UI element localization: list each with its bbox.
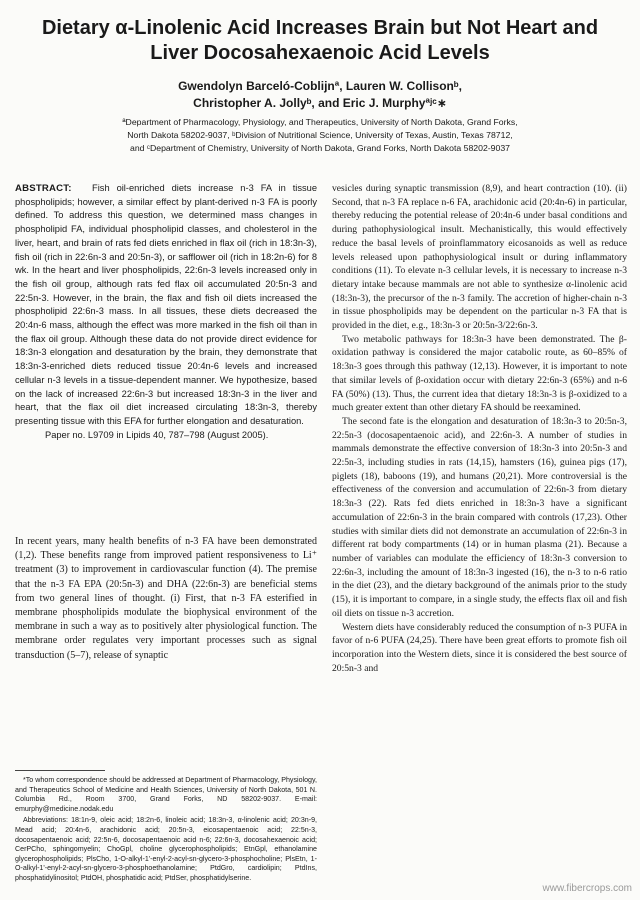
paper-number: Paper no. L9709 in Lipids 40, 787–798 (August 2005). — [45, 429, 269, 440]
right-paragraph-3: The second fate is the elongation and desaturation of 18:3n-3 to 20:5n-3, 22:5n-3 (docosapentaenoic acid), and 22:6n-3. A number of studies in mammals demonstrate the effective conversion of 18:3n-3 into 20:5n-3 and 22:5n-3, including studies in rats (14,15), hamsters (16), guinea pigs (17), piglets (18), baboons (19), and humans (20,21). More controversial is the effectiveness of the conversion and accumulation of 22:6n-3 from dietary 18:3n-3 (22). Rats fed diets enriched in 18:3n-3 have a significant accumulation of 22:6n-3 in the brain compared with controls (17,23). Other studies with similar diets did not demonstrate an accumulation of 22:6n-3 in different rat body compartments (14) or in human plasma (21). Because a number of variables can modulate the efficiency of 18:3n-3 conversion to 22:6n-3, including the amount of 18:3n-3 ingested (16), the n-3 to n-6 ratio in the diet (23), and the dietary background of the animals prior to the study (15), it is important to compare, in a single study, the effects flax oil and fish oil diets on tissue n-3 accretion. — [332, 415, 627, 619]
authors-line-2: Christopher A. Jollyᵇ, and Eric J. Murphyªʲᶜ∗ — [193, 96, 447, 110]
footnote-divider — [15, 770, 105, 771]
right-paragraph-1: vesicles during synaptic transmission (8,9), and heart contraction (10). (ii) Second, that n-3 FA replace n-6 FA, arachidonic acid (20:4n-6) in particular, thereby reducing the potential release of 20:4n-6 under basal conditions and during pathophysiological insult. Mechanistically, this would effectively reduce the basal levels of proinflammatory eicosanoids as well as reduce levels released upon pathophysiological insult or during inflammatory conditions (11). To elevate n-3 cellular levels, it is necessary to increase n-3 dietary intake because mammals are not able to synthesize α-linolenic acid (18:3n-3), the precursor of the n-3 family. The accretion of higher-chain n-3 in tissue phospholipids may be dependent on the particular n-3 FA that is provided in the diet, e.g., 18:3n-3 or 20:5n-3/22:6n-3. — [332, 183, 627, 332]
watermark: www.fibercrops.com — [542, 883, 632, 894]
correspondence-footnote: *To whom correspondence should be addressed at Department of Pharmacology, Physiology, and Therapeutics School of Medicine and Health Sciences, University of North Dakota, 501 N. Columbia Rd., Room 3700, Grand Forks, ND 58202-9037. E-mail: emurphy@medicine.nodak.edu — [15, 776, 317, 813]
abstract-section — [15, 182, 317, 442]
affiliation-line-3: and ᶜDepartment of Chemistry, University of North Dakota, Grand Forks, North Dakota 58202-9037 — [129, 143, 511, 153]
paper-title: Dietary α-Linolenic Acid Increases Brain but Not Heart and Liver Docosahexaenoic Acid Levels — [41, 17, 599, 64]
footnotes — [15, 776, 317, 886]
right-paragraph-2: Two metabolic pathways for 18:3n-3 have been demonstrated. The β-oxidation pathway is considered the major catabolic route, as 60–85% of 18:3n-3 goes through this pathway (12,13). However, it is important to note that similar levels of β-oxidation occur with dietary 22:6n-3 (65%) and n-6 FA (50%) (13). Thus, the current idea that dietary 18:3n-3 is β-oxidized to a much greater extent than other dietary FA should be reexamined. — [332, 333, 627, 414]
right-paragraph-4: Western diets have considerably reduced the consumption of n-3 PUFA in favor of n-6 PUFA (24,25). There have been great efforts to promote fish oil incorporation into the Western diets, since it is considered the best source of 20:5n-3 and — [332, 621, 627, 674]
abstract — [15, 182, 317, 442]
abstract-label: ABSTRACT: — [15, 183, 72, 194]
authors-line-1: Gwendolyn Barceló-Coblijnª, Lauren W. Collisonᵇ, — [178, 79, 462, 93]
affiliations — [60, 116, 580, 155]
abstract-text: Fish oil-enriched diets increase n-3 FA in tissue phospholipids; however, a similar effect by plant-derived n-3 FA is poorly defined. To address this question, we determined mass changes in phospholipid FA, individual phospholipid classes, and cholesterol in the liver, heart, and brain of rats fed diets enriched in flax oil (rich in 18:3n-3), fish oil (rich in 22:6n-3 and 20:5n-3), or safflower oil (rich in 18:2n-6) for 8 wk. In the heart and liver phospholipids, 22:6n-3 levels increased only in the fish oil group, although rats fed flax oil accumulated 20:5n-3 and 22:5n-3. However, in the brain, the flax and fish oil diets increased the phospholipid 22:6n-3 mass. In all tissues, these diets decreased the 20:4n-6 mass, although the effect was more marked in the fish oil than in the flax oil group. Although these data do not provide direct evidence for 18:3n-3 elongation and desaturation by the brain, they demonstrate that 18:3n-3-enriched diets reduced tissue 20:4n-6 levels and increased cellular n-3 levels in a tissue-dependent manner. We hypothesize, based on the lack of increased 22:6n-3 but increased 18:3n-3 in the liver and heart, that the flax oil diet increased circulating 18:3n-3, thereby presenting tissue with this EFA for further elongation and desaturation. — [15, 183, 317, 426]
abbreviations-footnote: Abbreviations: 18:1n-9, oleic acid; 18:2n-6, linoleic acid; 18:3n-3, α-linolenic acid; 20:3n-9, Mead acid; 20:4n-6, arachidonic acid; 20:5n-3, eicosapentaenoic acid; 22:5n-3, docosapentaenoic acid; 22:5n-6, docosapentaenoic acid n-6; 22:6n-3, docosahexaenoic acid; CerPCho, sphingomyelin; ChoGpl, choline glycerophospholipids; EtnGpl, ethanolamine glycerophospholipids; PlsCho, 1-O-alkyl-1'-enyl-2-acyl-sn-glycero-3-phosphocholine; PlsEtn, 1-O-alkyl-1'-enyl-2-acyl-sn-glycero-3-phosphoethanolamine; PtdGro, cardiolipin; PtdIns, phosphatidylinositol; PtdOH, phosphatidic acid; PtdSer, phosphatidylserine. — [15, 816, 317, 882]
author-list — [60, 78, 580, 112]
right-column — [332, 182, 627, 675]
affiliation-line-1: ªDepartment of Pharmacology, Physiology, and Therapeutics, University of North Dakota, Grand Forks, — [122, 117, 518, 127]
affiliation-line-2: North Dakota 58202-9037, ᵇDivision of Nutritional Science, University of Texas, Austin, Texas 78712, — [127, 130, 513, 140]
introduction-text: In recent years, many health benefits of n-3 FA have been demonstrated (1,2). These benefits range from improved patient responsiveness to Li⁺ treatment (3) to improvement in cardiovascular function (4). The premise that the n-3 FA EPA (20:5n-3) and DHA (22:6n-3) are beneficial stems from two general lines of thought. (i) First, that n-3 FA esterified in membrane phospholipids modulate the biophysical environment of the membrane in such a way as to positively alter physiological function. The membrane order regulates very important processes such as signal transduction (5–7), release of synaptic — [15, 536, 317, 661]
